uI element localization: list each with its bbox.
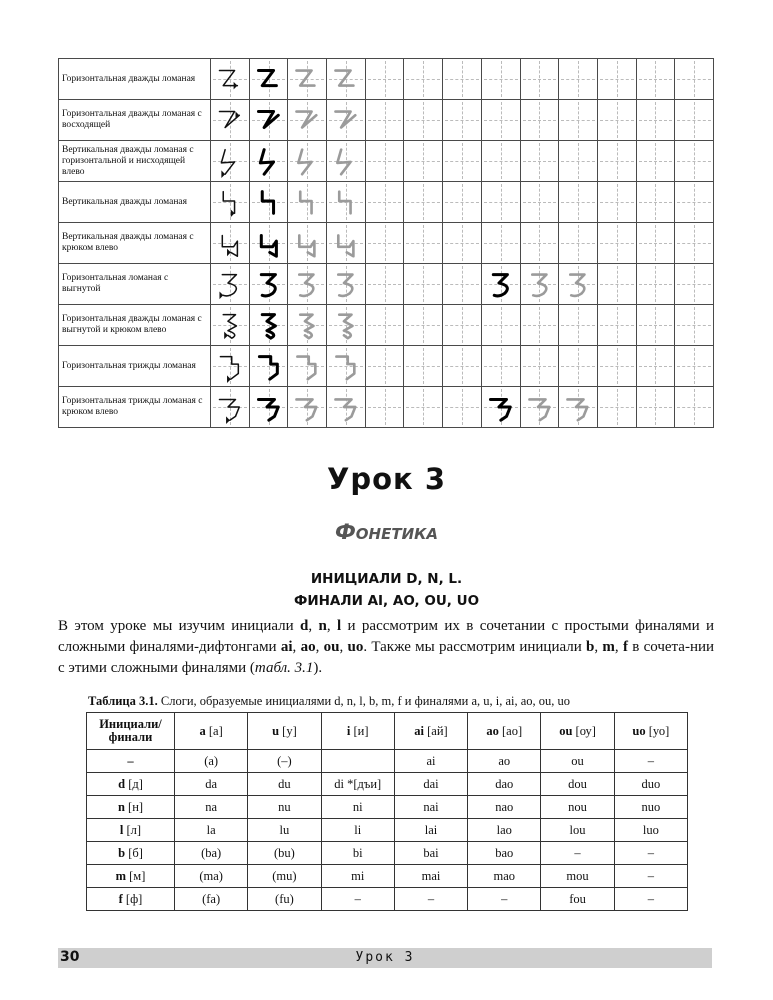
practice-cell (675, 141, 714, 182)
practice-cell (597, 223, 636, 264)
stroke-glyph-cell (249, 100, 288, 141)
syllable-cell: – (614, 865, 687, 888)
syllable-cell: – (468, 888, 541, 911)
final-header: uo [уо] (614, 713, 687, 750)
practice-cell (636, 100, 675, 141)
intro-paragraph: В этом уроке мы изучим инициали d, n, l и рассмотрим их в сочетании с простыми финалями и сложными финалями-дифтонгами ai, ao, ou, uo. Также мы рассмотрим инициали b, m, f в сочета-нии с этими сложными финалями (табл. 3.1). (58, 618, 715, 676)
stroke-glyph-cell (211, 182, 250, 223)
final-header: u [у] (248, 713, 321, 750)
practice-cell (636, 59, 675, 100)
practice-cell (443, 346, 482, 387)
practice-cell (404, 387, 443, 428)
stroke-glyph-cell (327, 223, 366, 264)
practice-cell (443, 305, 482, 346)
practice-cell (365, 305, 404, 346)
practice-cell (559, 346, 598, 387)
subheading-finals: ФИНАЛИ AI, AO, OU, UO (293, 593, 480, 609)
practice-cell (597, 141, 636, 182)
lesson-title: Урок 3 (327, 462, 446, 496)
stroke-glyph-cell (288, 100, 327, 141)
syllable-cell: (–) (248, 750, 321, 773)
stroke-glyph-cell (211, 305, 250, 346)
practice-cell (675, 182, 714, 223)
practice-cell (520, 141, 559, 182)
practice-cell (636, 305, 675, 346)
initial-cell: l [л] (87, 819, 175, 842)
practice-cell (365, 264, 404, 305)
syllable-cell: – (321, 888, 394, 911)
stroke-glyph-cell (288, 223, 327, 264)
stroke-glyph-cell (520, 264, 559, 305)
practice-cell (675, 100, 714, 141)
stroke-glyph-cell (288, 141, 327, 182)
stroke-glyph-cell (249, 182, 288, 223)
stroke-glyph-cell (327, 59, 366, 100)
syllable-cell: bao (468, 842, 541, 865)
table-row (87, 796, 688, 819)
syllable-cell: – (541, 842, 614, 865)
final-header: i [и] (321, 713, 394, 750)
practice-cell (675, 264, 714, 305)
practice-cell (520, 182, 559, 223)
practice-cell (365, 59, 404, 100)
stroke-glyph-cell (249, 346, 288, 387)
stroke-glyph-cell (288, 182, 327, 223)
practice-cell (636, 264, 675, 305)
practice-cell (597, 100, 636, 141)
stroke-name: Горизонтальная трижды ломаная с крюком влево (59, 387, 211, 428)
syllable-cell: nao (468, 796, 541, 819)
practice-cell (443, 141, 482, 182)
stroke-name: Горизонтальная ломаная с выгнутой (59, 264, 211, 305)
syllable-cell: duo (614, 773, 687, 796)
stroke-glyph-cell (327, 264, 366, 305)
stroke-glyph-cell (249, 223, 288, 264)
stroke-glyph-cell (249, 59, 288, 100)
practice-cell (636, 141, 675, 182)
practice-cell (404, 264, 443, 305)
practice-cell (481, 100, 520, 141)
syllable-cell: bai (394, 842, 467, 865)
practice-cell (559, 223, 598, 264)
syllable-cell: mao (468, 865, 541, 888)
stroke-glyph-cell (559, 264, 598, 305)
practice-cell (559, 182, 598, 223)
syllable-cell: nou (541, 796, 614, 819)
syllable-cell: dou (541, 773, 614, 796)
stroke-glyph-cell (481, 264, 520, 305)
stroke-glyph-cell (327, 100, 366, 141)
stroke-row (59, 59, 714, 100)
practice-cell (597, 387, 636, 428)
syllable-cell: mi (321, 865, 394, 888)
practice-cell (559, 305, 598, 346)
practice-cell (520, 223, 559, 264)
syllable-cell: (fu) (248, 888, 321, 911)
syllable-cell: la (175, 819, 248, 842)
syllable-table (86, 712, 688, 911)
practice-cell (597, 182, 636, 223)
stroke-glyph-cell (249, 305, 288, 346)
syllable-cell: mou (541, 865, 614, 888)
final-header: ao [ао] (468, 713, 541, 750)
practice-cell (404, 223, 443, 264)
stroke-name: Горизонтальная дважды ломаная (59, 59, 211, 100)
practice-cell (365, 223, 404, 264)
practice-cell (481, 305, 520, 346)
stroke-glyph-cell (211, 387, 250, 428)
stroke-glyph-cell (327, 305, 366, 346)
stroke-name: Горизонтальная дважды ломаная с выгнутой и крюком влево (59, 305, 211, 346)
table-row (87, 819, 688, 842)
practice-cell (404, 59, 443, 100)
page-footer (58, 948, 712, 968)
syllable-cell: li (321, 819, 394, 842)
practice-cell (443, 59, 482, 100)
stroke-name: Горизонтальная трижды ломаная (59, 346, 211, 387)
practice-cell (365, 387, 404, 428)
practice-cell (481, 182, 520, 223)
stroke-glyph-cell (327, 141, 366, 182)
syllable-cell: – (394, 888, 467, 911)
stroke-glyph-cell (211, 223, 250, 264)
practice-cell (365, 346, 404, 387)
stroke-glyph-cell (211, 141, 250, 182)
syllable-cell: (a) (175, 750, 248, 773)
stroke-glyph-cell (288, 346, 327, 387)
practice-cell (559, 100, 598, 141)
stroke-row (59, 346, 714, 387)
syllable-cell: luo (614, 819, 687, 842)
initial-cell: d [д] (87, 773, 175, 796)
practice-cell (675, 387, 714, 428)
syllable-cell: nu (248, 796, 321, 819)
syllable-cell: ao (468, 750, 541, 773)
practice-cell (404, 141, 443, 182)
stroke-row (59, 305, 714, 346)
stroke-name: Вертикальная дважды ломаная с горизонтальной и нисходящей влево (59, 141, 211, 182)
stroke-glyph-cell (520, 387, 559, 428)
syllable-cell: (mu) (248, 865, 321, 888)
syllable-cell: (bu) (248, 842, 321, 865)
stroke-glyph-cell (249, 387, 288, 428)
practice-cell (404, 182, 443, 223)
syllable-cell: du (248, 773, 321, 796)
syllable-cell: – (614, 842, 687, 865)
syllable-cell: di *[дъи] (321, 773, 394, 796)
stroke-row (59, 182, 714, 223)
running-head: Урок 3 (355, 950, 415, 965)
practice-cell (675, 346, 714, 387)
syllable-cell: lai (394, 819, 467, 842)
stroke-practice-grid (58, 58, 714, 428)
table-row (87, 888, 688, 911)
syllable-table-header (87, 713, 688, 750)
stroke-glyph-cell (559, 387, 598, 428)
final-header: ai [ай] (394, 713, 467, 750)
stroke-glyph-cell (288, 264, 327, 305)
stroke-glyph-cell (327, 182, 366, 223)
stroke-glyph-cell (327, 387, 366, 428)
syllable-cell: (ba) (175, 842, 248, 865)
practice-cell (443, 100, 482, 141)
practice-cell (636, 223, 675, 264)
practice-cell (404, 100, 443, 141)
stroke-name: Вертикальная дважды ломаная с крюком влево (59, 223, 211, 264)
syllable-cell: nuo (614, 796, 687, 819)
final-header: ou [оу] (541, 713, 614, 750)
stroke-row (59, 223, 714, 264)
practice-cell (520, 305, 559, 346)
syllable-cell: dao (468, 773, 541, 796)
stroke-glyph-cell (288, 387, 327, 428)
section-title: Фонетика (334, 520, 439, 544)
practice-cell (636, 182, 675, 223)
practice-cell (520, 59, 559, 100)
syllable-cell (321, 750, 394, 773)
practice-cell (597, 59, 636, 100)
practice-cell (404, 305, 443, 346)
subheading-initials: ИНИЦИАЛИ D, N, L. (310, 571, 463, 587)
practice-cell (597, 264, 636, 305)
practice-cell (365, 100, 404, 141)
practice-cell (365, 182, 404, 223)
stroke-name: Вертикальная дважды ломаная (59, 182, 211, 223)
syllable-cell: lou (541, 819, 614, 842)
stroke-glyph-cell (211, 346, 250, 387)
stroke-row (59, 387, 714, 428)
syllable-cell: na (175, 796, 248, 819)
table-row (87, 773, 688, 796)
syllable-cell: – (614, 750, 687, 773)
practice-cell (365, 141, 404, 182)
syllable-cell: ai (394, 750, 467, 773)
initial-cell: n [н] (87, 796, 175, 819)
table-row (87, 842, 688, 865)
practice-cell (675, 305, 714, 346)
practice-cell (443, 182, 482, 223)
table-caption: Таблица 3.1. Слоги, образуемые инициалями d, n, l, b, m, f и финалями a, u, i, ai, ao, ou, uo (88, 694, 571, 708)
syllable-cell: mai (394, 865, 467, 888)
final-header: a [а] (175, 713, 248, 750)
stroke-row (59, 141, 714, 182)
practice-cell (481, 346, 520, 387)
practice-cell (559, 141, 598, 182)
stroke-glyph-cell (211, 59, 250, 100)
stroke-glyph-cell (288, 305, 327, 346)
syllable-cell: lao (468, 819, 541, 842)
syllable-cell: nai (394, 796, 467, 819)
practice-cell (597, 346, 636, 387)
practice-cell (675, 223, 714, 264)
practice-cell (443, 223, 482, 264)
stroke-row (59, 100, 714, 141)
practice-cell (443, 387, 482, 428)
stroke-glyph-cell (249, 141, 288, 182)
practice-cell (559, 59, 598, 100)
stroke-glyph-cell (211, 264, 250, 305)
practice-cell (636, 387, 675, 428)
syllable-cell: bi (321, 842, 394, 865)
initial-cell: – (87, 750, 175, 773)
practice-cell (481, 59, 520, 100)
initial-cell: m [м] (87, 865, 175, 888)
practice-cell (597, 305, 636, 346)
syllable-cell: (fa) (175, 888, 248, 911)
practice-cell (520, 100, 559, 141)
syllable-cell: lu (248, 819, 321, 842)
stroke-glyph-cell (327, 346, 366, 387)
syllable-cell: da (175, 773, 248, 796)
stroke-glyph-cell (211, 100, 250, 141)
stroke-glyph-cell (249, 264, 288, 305)
syllable-table-body (87, 750, 688, 911)
practice-cell (520, 346, 559, 387)
practice-cell (404, 346, 443, 387)
table-row (87, 865, 688, 888)
practice-cell (675, 59, 714, 100)
practice-cell (481, 141, 520, 182)
stroke-glyph-cell (288, 59, 327, 100)
stroke-row (59, 264, 714, 305)
practice-cell (636, 346, 675, 387)
initial-cell: f [ф] (87, 888, 175, 911)
table-row (87, 750, 688, 773)
stroke-grid-body (59, 59, 714, 428)
syllable-cell: ou (541, 750, 614, 773)
syllable-cell: (ma) (175, 865, 248, 888)
syllable-cell: ni (321, 796, 394, 819)
stroke-name: Горизонтальная дважды ломаная с восходящей (59, 100, 211, 141)
practice-cell (481, 223, 520, 264)
page-number: 30 (60, 949, 80, 965)
stroke-glyph-cell (481, 387, 520, 428)
syllable-cell: fou (541, 888, 614, 911)
syllable-cell: dai (394, 773, 467, 796)
syllable-cell: – (614, 888, 687, 911)
practice-cell (443, 264, 482, 305)
table-corner-header: Инициали/ финали (87, 713, 175, 750)
initial-cell: b [б] (87, 842, 175, 865)
